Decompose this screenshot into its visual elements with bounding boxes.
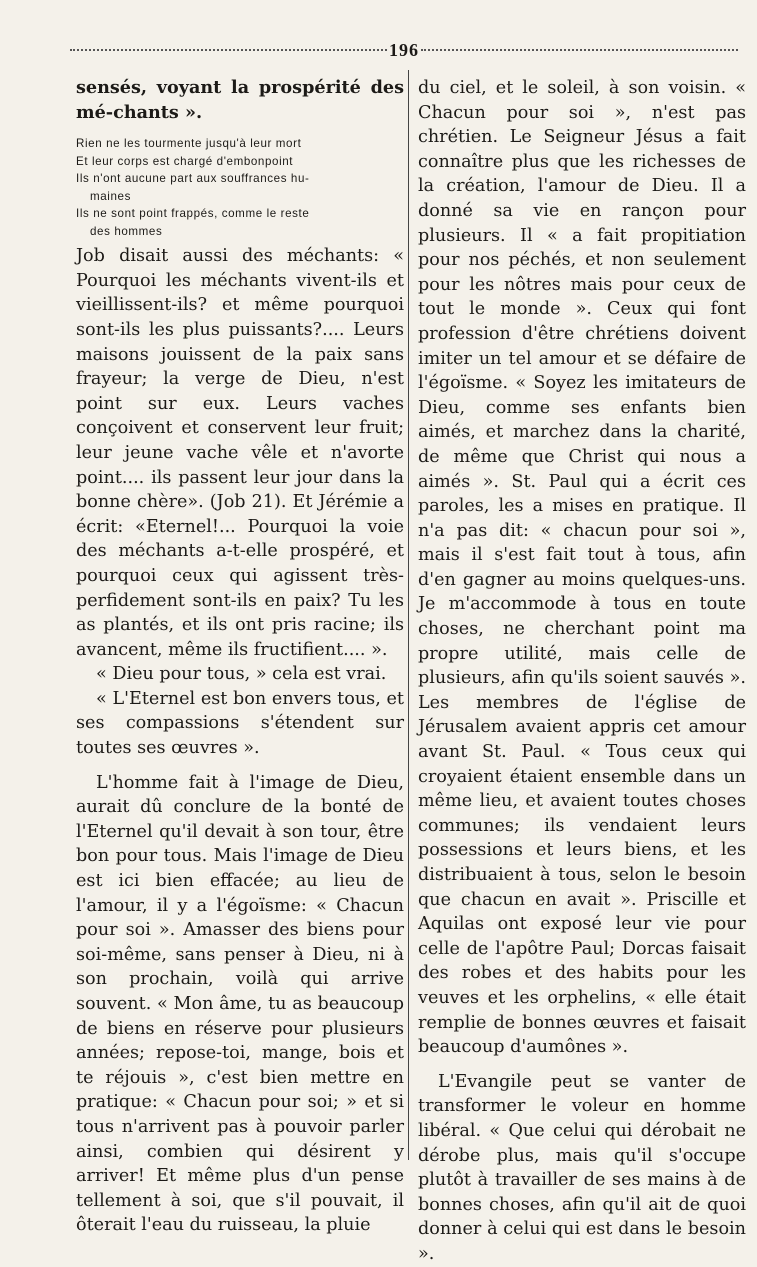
paragraph: L'Evangile peut se vanter de transformer le voleur en homme libéral. « Que celui qui dérobait ne dérobe plus, mais qu'il s'occupe plutôt à travailler de ses mains à de bonnes choses, afin qu'il ait de quoi donner à celui qui est dans le besoin ».: [418, 1071, 746, 1264]
verse-line: Ils ne sont point frappés, comme le reste: [76, 207, 310, 221]
column-divider: [408, 70, 409, 1160]
quoted-verse: [76, 135, 404, 240]
paragraph: du ciel, et le soleil, à son voisin. « Chacun pour soi », n'est pas chrétien. Le Seigneur Jésus a fait connaître plus que les richesses de la création, l'amour de Dieu. Il a donné sa vie en rançon pour plusieurs. Il « a fait propitiation pour nos péchés, et non seulement pour les nôtres mais pour ceux de tout le monde ». Ceux qui font profession d'être chrétiens doivent imiter un tel amour et se défaire de l'égoïsme. « Soyez les imitateurs de Dieu, comme ses enfants bien aimés, et marchez dans la charité, de même que Christ qui nous a aimés ». St. Paul qui a écrit ces paroles, les a mises en pratique. Il n'a pas dit: « chacun pour soi », mais il s'est fait tout à tous, afin d'en gagner au moins quelques-uns. Je m'accommode à tous en toute choses, ne cherchant point ma propre utilité, mais celle de plusieurs, afin qu'ils soient sauvés ». Les membres de l'église de Jérusalem avaient appris cet amour avant St. Paul. « Tous ceux qui croyaient étaient ensemble dans un même lieu, et avaient toutes choses communes; ils vendaient leurs possessions et leurs biens, et les distribuaient à tous, selon le besoin que chacun en avait ». Priscille et Aquilas ont exposé leur vie pour celle de l'apôtre Paul; Dorcas faisait des robes et des habits pour les veuves et les orphelins, « elle était remplie de bonnes œuvres et faisait beaucoup d'aumônes ».: [418, 78, 746, 1058]
verse-line: Rien ne les tourmente jusqu'à leur mort: [76, 137, 302, 151]
verse-line: Et leur corps est chargé d'embonpoint: [76, 154, 294, 168]
paragraph: « L'Eternel est bon envers tous, et ses compassions s'étendent sur toutes ses œuvres ».: [76, 688, 404, 759]
header-rule-left: [70, 49, 387, 51]
verse-line: Ils n'ont aucune part aux souffrances hu-: [76, 172, 310, 186]
page-number: 196: [389, 39, 419, 60]
left-column: [76, 76, 404, 1238]
right-column: [418, 76, 746, 1267]
paragraph: Job disait aussi des méchants: « Pourquoi les méchants vivent-ils et vieillissent-ils? et même pourquoi sont-ils les plus puissants?.... Leurs maisons jouissent de la paix sans frayeur; la verge de Dieu, n'est point sur eux. Leurs vaches conçoivent et conservent leur fruit; leur jeune vache vêle et n'avorte point.... ils passent leur jour dans la bonne chère». (Job 21). Et Jérémie a écrit: «Eternel!... Pourquoi la voie des méchants a-t-elle prospéré, et pourquoi ceux qui agissent très-perfidement sont-ils en paix? Tu les as plantés, et ils ont pris racine; ils avancent, même ils fructifient.... ».: [76, 246, 404, 660]
header-rule-right: [421, 49, 738, 51]
paragraph: L'homme fait à l'image de Dieu, aurait dû conclure de la bonté de l'Eternel qu'il devait à son tour, être bon pour tous. Mais l'image de Dieu est ici bien effacée; au lieu de l'amour, il y a l'égoïsme: « Chacun pour soi ». Amasser des biens pour soi-même, sans penser à Dieu, ni à son prochain, voilà qui arrive souvent. « Mon âme, tu as beaucoup de biens en réserve pour plusieurs années; repose-toi, mange, bois et te réjouis », c'est bien mettre en pratique: « Chacun pour soi; » et si tous n'arrivent pas à pouvoir parler ainsi, combien qui désirent y arriver! Et même plus d'un pense tellement à soi, que s'il pouvait, il ôterait l'eau du ruisseau, la pluie: [76, 772, 404, 1236]
verse-line-continuation: des hommes: [90, 224, 163, 238]
paragraph: sensés, voyant la prospérité des mé-chants ».: [76, 77, 404, 123]
paragraph: « Dieu pour tous, » cela est vrai.: [96, 664, 387, 685]
verse-line-continuation: maines: [90, 189, 131, 203]
page-header: [70, 40, 738, 60]
